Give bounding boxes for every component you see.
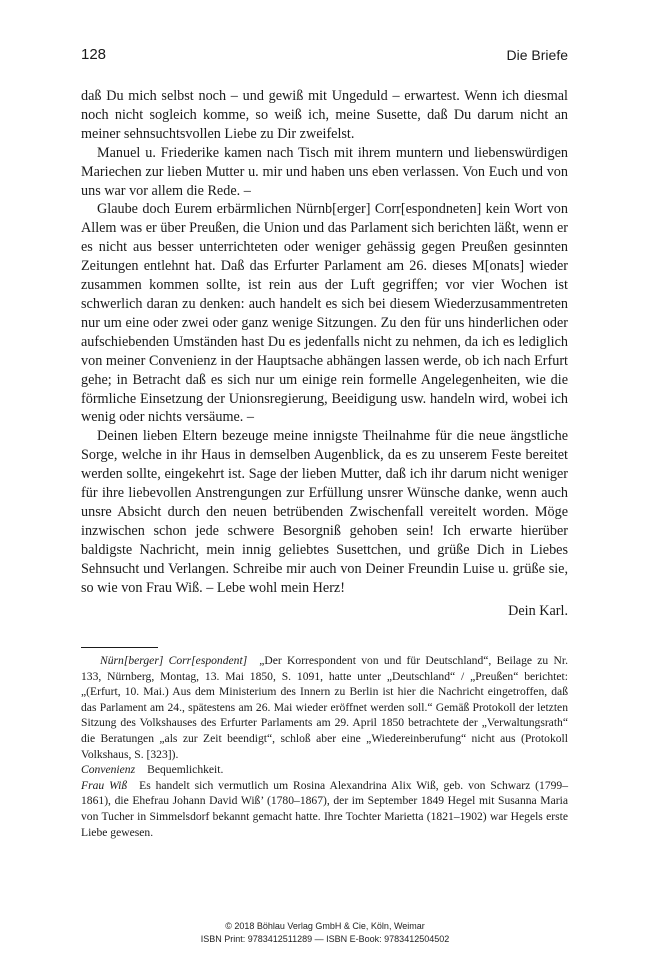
isbn-line: ISBN Print: 9783412511289 — ISBN E-Book: 9783412504502 [200,934,450,944]
footnote-lemma: Nürn[berger] Corr[espondent] [100,654,248,667]
footnote-lemma: Convenienz [81,763,136,777]
paragraph: Glaube doch Eurem erbärmlichen Nürnb[erger] Corr[espondneten] kein Wort von Allem was er über Preußen, die Union und das Parlament sich berichten läßt, wenn er es nicht aus besser unterrichteten oder weniger gehässig gegen Preußen gesinnten Zeitungen entlehnt hat. Daß das Erfurter Parlament am 26. dieses M[onats] wieder zusammen kommen sollte, ist rein aus der Luft gegriffen; vor vier Wochen ist schwerlich daran zu denken: auch handelt es sich bei diesem Wiederzusammentreten nur um eine oder zwei oder ganz wenige Sitzungen. Zu den für uns hinderlichen oder aufschiebenden Umständen hast Du es jedenfalls nicht zu nehmen, da ich es lediglich von meiner Convenienz in der Hauptsache abhängen lassen werde, ob ich nach Erfurt gehe; in Betracht daß es sich nur um einige rein formelle Angelegenheiten, wie die förmliche Einsetzung der Unionsregierung, Beeidigung usw. handeln wird, wobei ich wenig oder nichts versäume. – [81,201,568,426]
letter-body [81,87,568,597]
page-number: 128 [81,46,107,63]
footnote-entry [81,653,568,762]
footnote-text: „Der Korrespondent von und für Deutschland“, Beilage zu Nr. 133, Nürnberg, Montag, 13. Mai 1850, S. 1091, hatte unter „Deutschland“ / „Preußen“ berichtet: „(Erfurt, 10. Mai.) Aus dem Ministerium des Innern zu Berlin ist hier die Nachricht eingetroffen, daß das Parlament am 24., spätestens am 26. Mai wieder eröffnet werden soll.“ Gemäß Protokoll der letzten Sitzung des Volkshauses des Erfurter Parlaments am 29. April 1850 betrachtete der „Verwaltungsrath“ die Beratungen „als zur Zeit beendigt“, schloß aber eine „Wiedereinberufung“ nicht aus (Protokoll Volkshaus, S. [323]). [81,654,568,761]
footnote-text: Es handelt sich vermutlich um Rosina Alexandrina Alix Wiß, geb. von Schwarz (1799–1861), die Ehefrau Johann David Wiß’ (1780–1867), der im September 1849 Hegel mit Susanna Maria von Tucher in Simmelsdorf bekannt gemacht hatte. Ihre Tochter Marietta (1821–1902) war Hegels erste Liebe gewesen. [81,778,569,839]
signature: Dein Karl. [508,603,568,619]
paragraph: daß Du mich selbst noch – und gewiß mit Ungeduld – erwartest. Wenn ich diesmal noch nicht sogleich komme, so weiß ich, meine Susette, daß Du darum nicht an meiner sehnsuchtsvollen Liebe zu Dir zweifelst. [81,88,568,142]
copyright-line: © 2018 Böhlau Verlag GmbH & Cie, Köln, Weimar [225,921,425,931]
footnote-lemma: Frau Wiß [81,778,128,792]
footnote-text: Bequemlichkeit. [147,763,224,777]
running-head: Die Briefe [506,47,568,63]
footnotes [81,653,568,840]
footnote-entry [81,762,568,778]
paragraph: Manuel u. Friederike kamen nach Tisch mit ihrem muntern und liebenswürdigen Mariechen zur lieben Mutter u. mir und haben uns eben verlassen. Von Euch und von uns war vor allem die Rede. – [81,144,568,199]
footnote-divider [81,647,158,648]
copyright-notice [0,920,650,946]
footnote-entry [81,778,568,840]
paragraph: Deinen lieben Eltern bezeuge meine innigste Theilnahme für die neue ängstliche Sorge, welche in ihr Haus in demselben Augenblick, da es zu unserem Feste bereitet werden sollte, eingekehrt ist. Sage der lieben Mutter, daß ich ihr darum nicht weniger für ihre liebevollen Anstrengungen zur Erfüllung unsrer Wünsche danke, wenn auch unsre Absicht durch den neuen betrübenden Zwischenfall vereitelt worden. Möge inzwischen schon jede schwere Besorgniß gehoben sein! Ich erwarte hierüber baldigste Nachricht, mein innig geliebtes Susettchen, und grüße Dich in Liebes Sehnsucht und Verlangen. Schreibe mir auch von Deiner Freundin Luise u. grüße sie, so wie von Frau Wiß. – Lebe wohl mein Herz! [81,428,568,596]
